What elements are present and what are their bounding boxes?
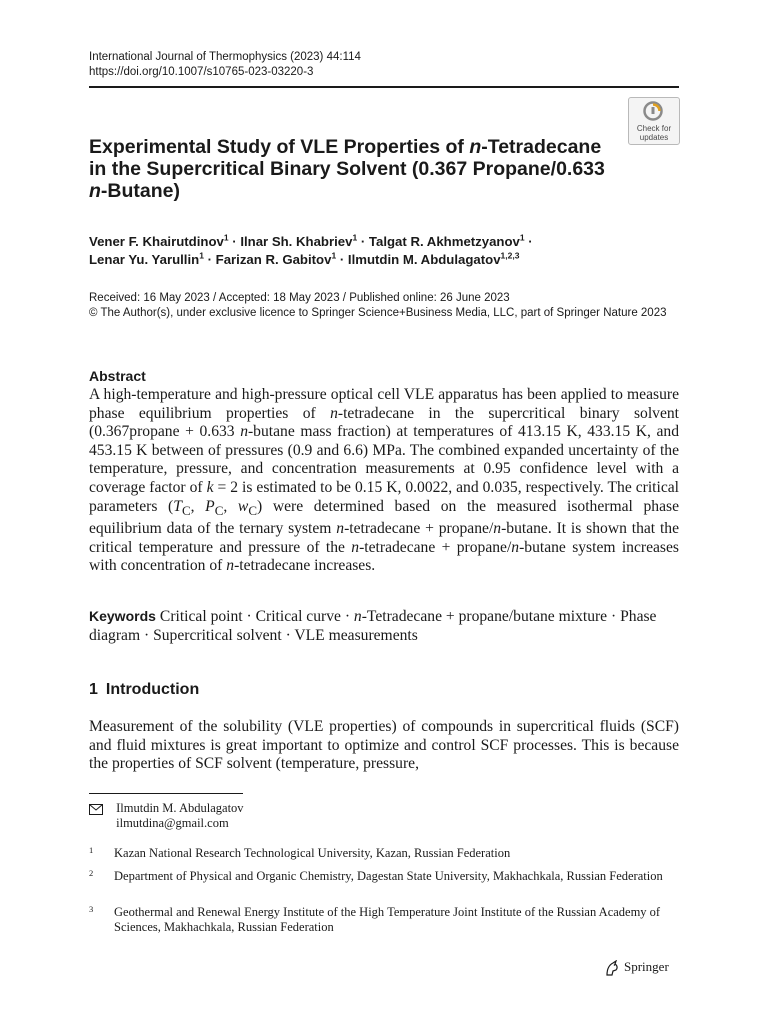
section-title: Introduction: [105, 681, 200, 698]
author-separator: ·: [524, 234, 533, 249]
introduction-paragraph: Measurement of the solubility (VLE properties) of compounds in supercritical fluids (SCF) and fluid mixtures is great important to optimize and control SCF processes. This is because the properties of SCF solvent (temperature, pressure,: [89, 718, 679, 773]
author-affiliation-mark: 1: [519, 232, 525, 243]
publication-dates: [89, 291, 689, 321]
title-line2: in the Supercritical Binary Solvent (0.367 Propane/0.633: [89, 158, 605, 180]
publisher-logo: [604, 958, 669, 977]
journal-header: [89, 50, 361, 80]
abstract-body: A high-temperature and high-pressure optical cell VLE apparatus has been applied to measure phase equilibrium properties of n-tetradecane in the supercritical binary solvent (0.367propane + 0.633 n-butane mass fraction) at temperatures of 413.15 K, 433.15 K, and 453.15 K between of pressures (0.9 and 6.6) MPa. The combined expanded uncertainty of the temperature, pressure, and concentration measurements at 0.95 confidence level with a coverage factor of k = 2 is estimated to be 0.15 K, 0.0022, and 0.035, respectively. The critical parameters ($T_C$, $P_C$, $w_C$) were determined based on the measured isothermal phase equilibrium data of the ternary system n-tetradecane + propane/n-butane. It is shown that the critical temperature and pressure of the n-tetradecane + propane/n-butane system increases with concentration of n-tetradecane increases.: [89, 386, 680, 575]
journal-citation: International Journal of Thermophysics (2023) 44:114: [89, 51, 361, 63]
section-number: 1: [89, 681, 98, 698]
keywords: Keywords Critical point · Critical curve · n-Tetradecane + propane/butane mixture · Phase diagram · Supercritical solvent · VLE measurements: [89, 608, 657, 644]
received-accepted-line: Received: 16 May 2023 / Accepted: 18 May 2023 / Published online: 26 June 2023: [89, 292, 510, 304]
author-affiliation-mark: 1: [352, 232, 358, 243]
envelope-icon: [89, 804, 103, 815]
author-affiliation-mark: 1: [223, 232, 229, 243]
affiliation-2: 2 Department of Physical and Organic Chemistry, Dagestan State University, Makhachkala, Russian Federation: [89, 868, 663, 883]
footnote-rule: [89, 793, 243, 794]
abstract-heading: Abstract: [89, 368, 146, 384]
doi-link[interactable]: https://doi.org/10.1007/s10765-023-03220-3: [89, 66, 314, 78]
author-name[interactable]: Farizan R. Gabitov: [215, 252, 332, 267]
author-name[interactable]: Lenar Yu. Yarullin: [89, 252, 200, 267]
keywords-label: Keywords: [89, 608, 156, 624]
author-affiliation-mark: 1: [331, 250, 337, 261]
springer-horse-icon: [604, 960, 620, 977]
corresponding-email[interactable]: ilmutdina@gmail.com: [116, 816, 229, 830]
check-updates-icon: [643, 101, 663, 121]
affiliation-3: 3 Geothermal and Renewal Energy Institute of the High Temperature Joint Institute of the Russian Academy of Sciences, Makhachkala, Russian Federation: [89, 904, 661, 934]
author-name[interactable]: Talgat R. Akhmetzyanov: [368, 234, 520, 249]
corresponding-name: Ilmutdin M. Abdulagatov: [116, 801, 244, 815]
header-rule: [89, 86, 679, 88]
author-separator: ·: [357, 234, 369, 249]
badge-label-1: Check for: [636, 124, 672, 133]
check-for-updates-badge[interactable]: [628, 97, 680, 145]
corresponding-author: [89, 801, 244, 831]
author-affiliation-mark: 1: [199, 250, 204, 261]
badge-label-2: updates: [639, 133, 669, 142]
author-name[interactable]: Ilmutdin M. Abdulagatov: [347, 252, 501, 267]
author-list: [89, 233, 649, 269]
author-name[interactable]: Vener F. Khairutdinov: [89, 234, 224, 249]
paper-title: [89, 136, 629, 202]
copyright-line: © The Author(s), under exclusive licence to Springer Science+Business Media, LLC, part of Springer Nature 2023: [89, 307, 667, 319]
title-line3: n-Butane): [89, 180, 180, 202]
section-heading-introduction: [89, 681, 199, 699]
publisher-name: Springer: [624, 959, 669, 974]
author-affiliation-mark: 1,2,3: [500, 250, 520, 261]
author-separator: ·: [228, 234, 241, 249]
title-line1: Experimental Study of VLE Properties of n-Tetradecane: [89, 136, 602, 158]
author-separator: ·: [336, 252, 348, 267]
author-separator: ·: [203, 252, 216, 267]
affiliation-1: 1 Kazan National Research Technological University, Kazan, Russian Federation: [89, 845, 511, 860]
author-name[interactable]: Ilnar Sh. Khabriev: [240, 234, 353, 249]
